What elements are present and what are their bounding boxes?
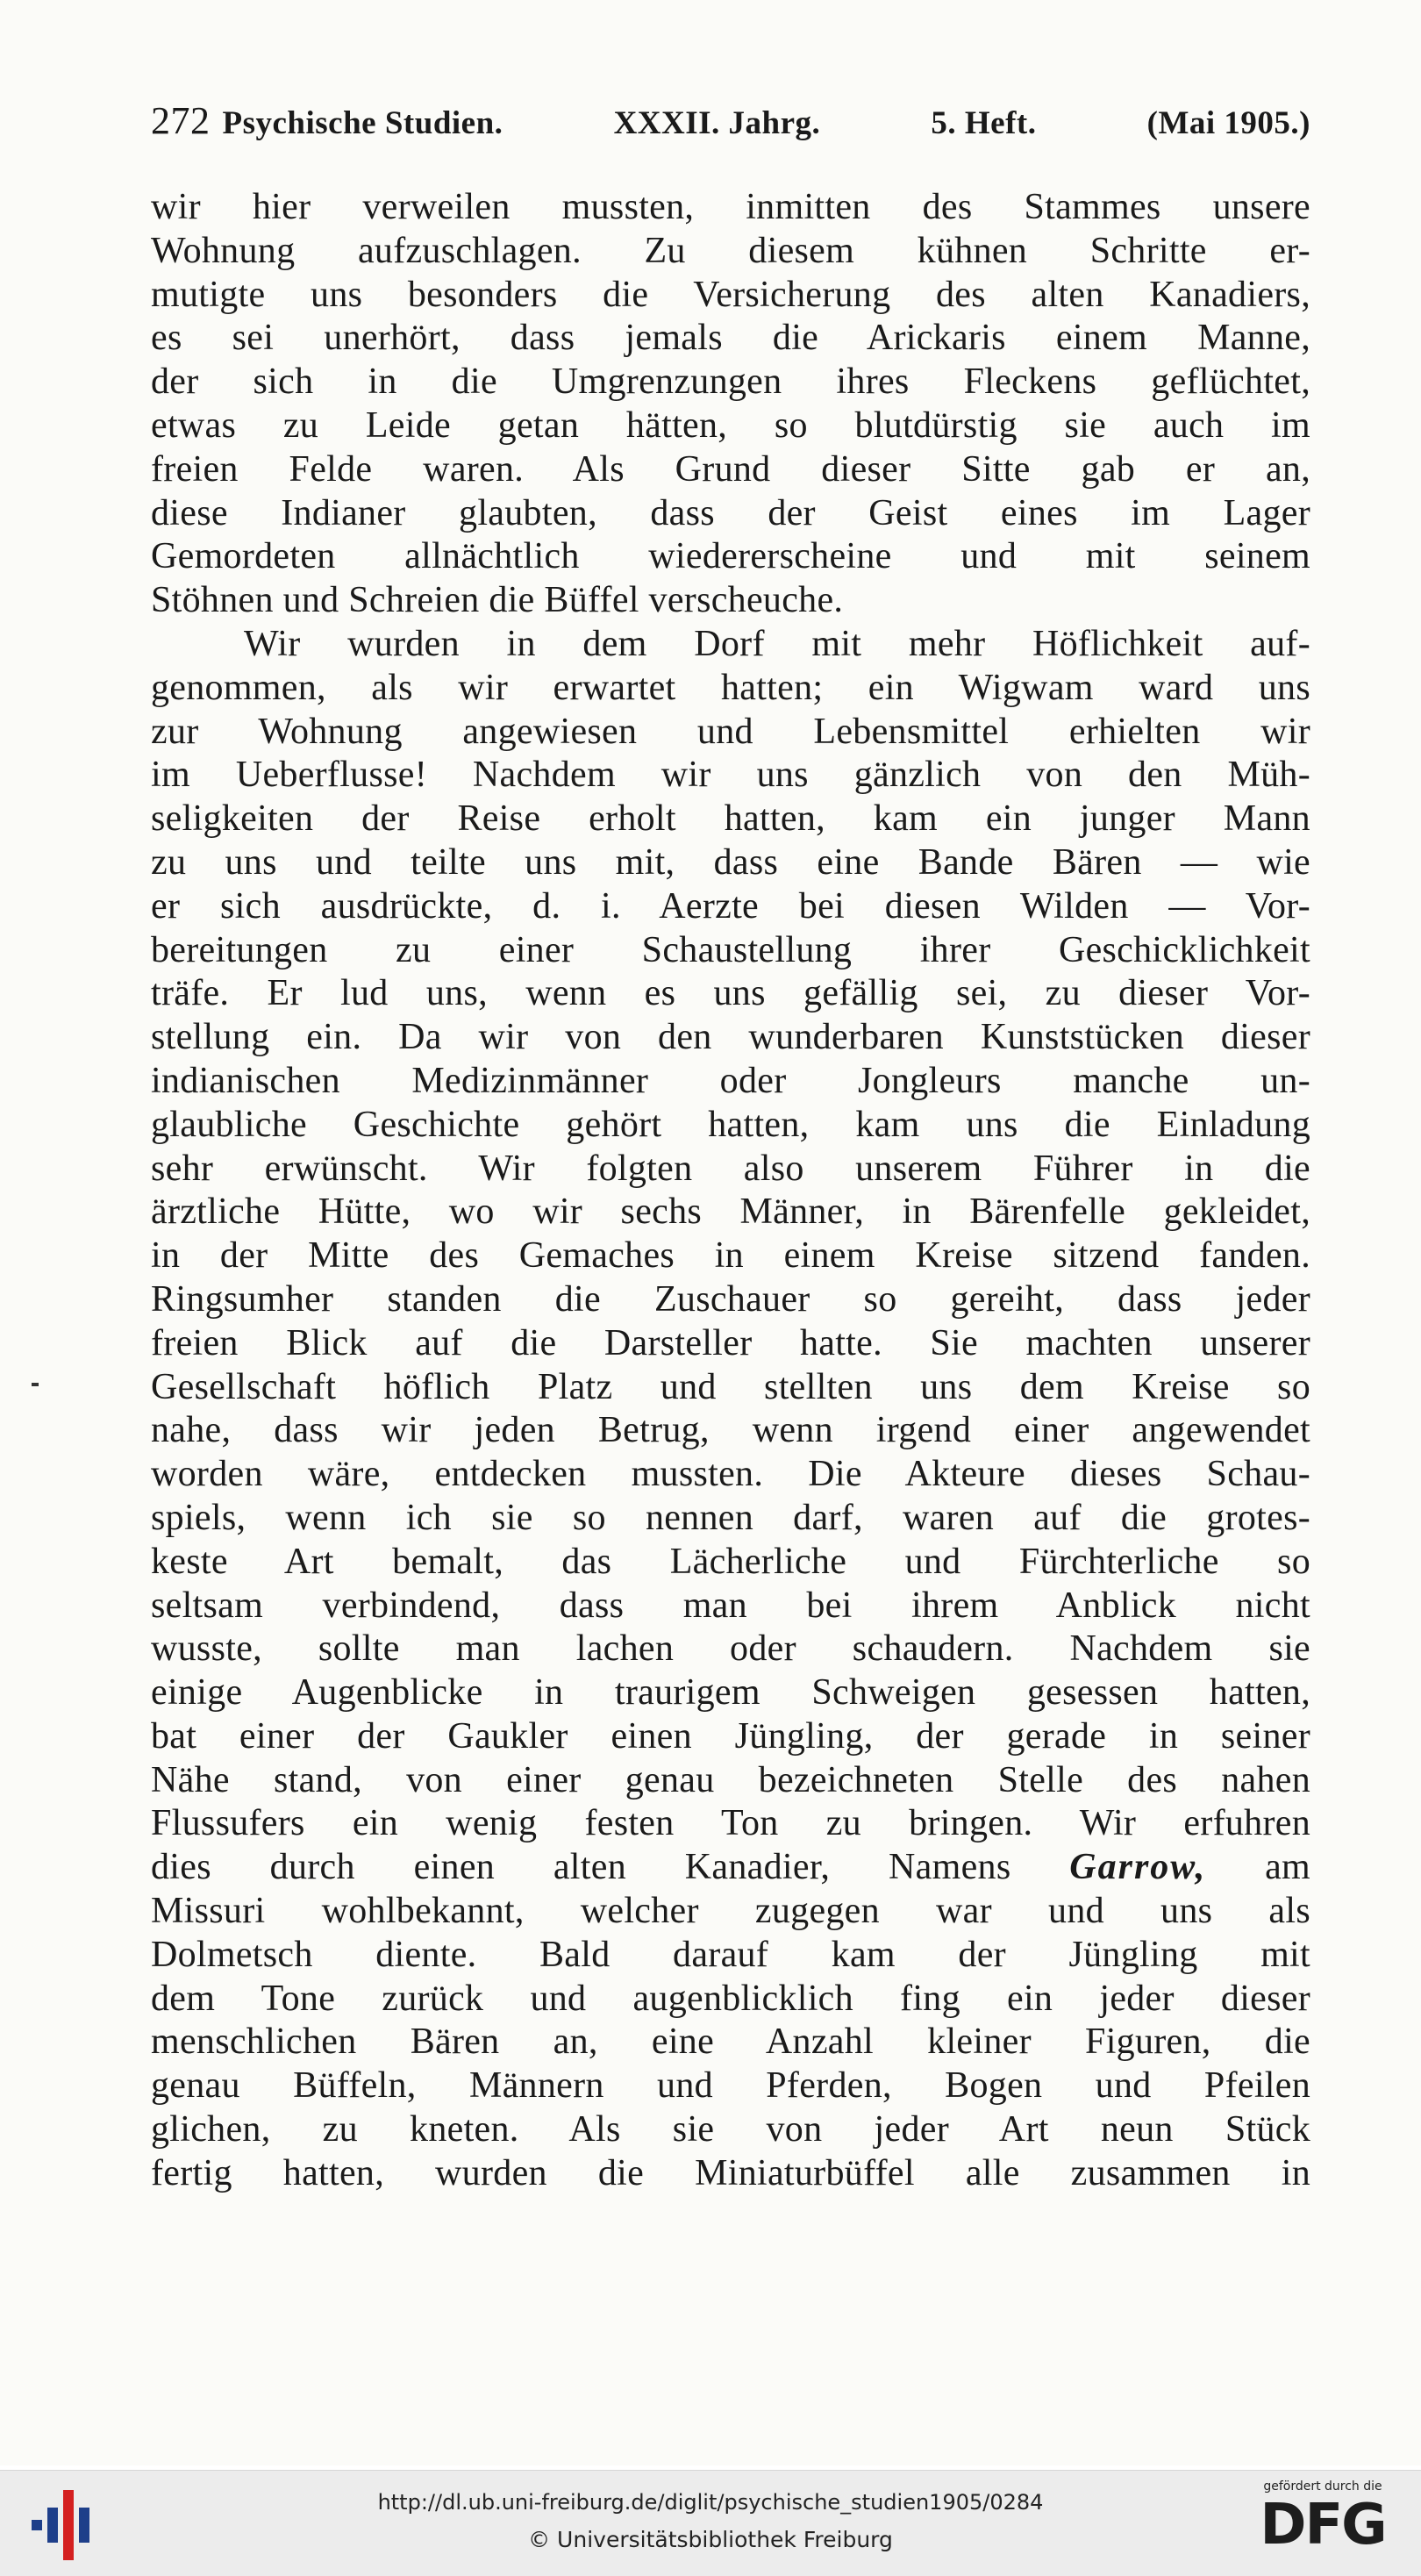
text-line-content: Wohnung aufzuschlagen. Zu diesem kühnen Schritte er- <box>151 230 1310 271</box>
text-line <box>151 404 1310 448</box>
text-line <box>151 1802 1310 1846</box>
text-line <box>151 1671 1310 1715</box>
text-line <box>151 1016 1310 1060</box>
text-line-content: der sich in die Umgrenzungen ihres Fleckens geflüchtet, <box>151 361 1310 403</box>
text-line-content: Stöhnen und Schreien die Büffel verscheuche. <box>151 580 844 621</box>
text-line <box>151 492 1310 536</box>
text-line-content: sehr erwünscht. Wir folgten also unserem Führer in die <box>151 1148 1310 1189</box>
text-line-content: es sei unerhört, dass jemals die Arickaris einem Manne, <box>151 318 1310 359</box>
text-line-content: stellung ein. Da wir von den wunderbaren Kunststücken dieser <box>151 1017 1310 1058</box>
text-line <box>151 1497 1310 1541</box>
text-line-content: mutigte uns besonders die Versicherung des alten Kanadiers, <box>151 274 1310 315</box>
text-line-content: glaubliche Geschichte gehört hatten, kam uns die Einladung <box>151 1104 1310 1145</box>
source-url[interactable]: http://dl.ub.uni-freiburg.de/diglit/psychische_studien1905/0284 <box>377 2490 1044 2515</box>
copyright: © Universitätsbibliothek Freiburg <box>528 2527 893 2552</box>
text-line-content: Dolmetsch diente. Bald darauf kam der Jüngling mit <box>151 1934 1310 1975</box>
text-line <box>151 1104 1310 1148</box>
text-line-content: Flussufers ein wenig festen Ton zu bringen. Wir erfuhren <box>151 1803 1310 1844</box>
text-line <box>151 929 1310 973</box>
spaced-name: Garrow, <box>1069 1847 1207 1888</box>
dfg-logo-text: DFG <box>1260 2493 1386 2558</box>
text-line-content: wusste, sollte man lachen oder schaudern. Nachdem sie <box>151 1628 1310 1670</box>
volume: XXXII. Jahrg. <box>613 105 821 141</box>
text-line <box>151 1409 1310 1453</box>
text-line <box>151 1278 1310 1322</box>
issue: 5. Heft. <box>931 105 1037 141</box>
text-line <box>151 972 1310 1016</box>
text-line <box>151 841 1310 885</box>
text-line <box>151 2064 1310 2108</box>
text-line-content: zu uns und teilte uns mit, dass eine Bande Bären — wie <box>151 841 1310 883</box>
text-line-content: träfe. Er lud uns, wenn es uns gefällig sei, zu dieser Vor- <box>151 973 1310 1014</box>
text-line-content: indianischen Medizinmänner oder Jongleurs manche un- <box>151 1060 1310 1101</box>
text-line <box>151 186 1310 230</box>
text-line-content: keste Art bemalt, das Lächerliche und Fürchterliche so <box>151 1541 1310 1582</box>
text-line <box>151 2152 1310 2196</box>
dfg-logo[interactable] <box>1244 2479 1402 2557</box>
text-line <box>151 1234 1310 1278</box>
text-line <box>151 361 1310 404</box>
margin-mark <box>32 1383 39 1386</box>
dfg-funded-by: gefördert durch die <box>1263 2479 1382 2494</box>
text-line-content: bereitungen zu einer Schaustellung ihrer Geschicklichkeit <box>151 929 1310 970</box>
text-line <box>151 1453 1310 1497</box>
issue-date: (Mai 1905.) <box>1146 105 1310 141</box>
text-line <box>151 448 1310 492</box>
text-line <box>151 1060 1310 1104</box>
text-line <box>151 667 1310 711</box>
text-line <box>151 1366 1310 1410</box>
text-line-content: in der Mitte des Gemaches in einem Kreise sitzend fanden. <box>151 1235 1310 1277</box>
text-line <box>151 1846 1310 1890</box>
text-line-content: freien Blick auf die Darsteller hatte. Sie machten unserer <box>151 1322 1310 1363</box>
text-line <box>151 1934 1310 1978</box>
text-line-content: spiels, wenn ich sie so nennen darf, waren auf die grotes- <box>151 1497 1310 1538</box>
text-line-content: fertig hatten, wurden die Miniaturbüffel alle zusammen in <box>151 2152 1310 2193</box>
text-line-content: im Ueberflusse! Nachdem wir uns gänzlich von den Müh- <box>151 755 1310 796</box>
text-line-content: seligkeiten der Reise erholt hatten, kam ein junger Mann <box>151 798 1310 840</box>
text-line <box>151 1890 1310 1934</box>
text-line-content: glichen, zu kneten. Als sie von jeder Art neun Stück <box>151 2109 1310 2150</box>
text-line-content: er sich ausdrückte, d. i. Aerzte bei diesen Wilden — Vor- <box>151 885 1310 927</box>
text-line-content: nahe, dass wir jeden Betrug, wenn irgend einer angewendet <box>151 1410 1310 1451</box>
text-line <box>151 317 1310 361</box>
text-line-content: menschlichen Bären an, eine Anzahl kleiner Figuren, die <box>151 2021 1310 2063</box>
text-line-content: dies durch einen alten Kanadier, Namens <box>151 1847 1070 1888</box>
text-line <box>151 885 1310 929</box>
header-left <box>151 98 503 143</box>
text-line <box>151 2108 1310 2152</box>
text-line-content: Gesellschaft höflich Platz und stellten uns dem Kreise so <box>151 1366 1310 1407</box>
text-line <box>151 798 1310 841</box>
text-line <box>151 623 1310 667</box>
text-line-content: worden wäre, entdecken mussten. Die Akteure dieses Schau- <box>151 1454 1310 1495</box>
text-line-content: freien Felde waren. Als Grund dieser Sitte gab er an, <box>151 448 1310 490</box>
text-line <box>151 1715 1310 1759</box>
text-line <box>151 230 1310 274</box>
text-line <box>151 2021 1310 2064</box>
text-line <box>151 1148 1310 1191</box>
text-line <box>151 1322 1310 1366</box>
text-line-content: einige Augenblicke in traurigem Schweigen gesessen hatten, <box>151 1672 1310 1714</box>
text-line <box>151 1585 1310 1628</box>
viewer-footer <box>0 2470 1421 2576</box>
text-line-content: am <box>1206 1847 1310 1888</box>
running-header <box>151 98 1310 143</box>
text-line-content: Ringsumher standen die Zuschauer so gereiht, dass jeder <box>151 1278 1310 1320</box>
text-line <box>151 1191 1310 1234</box>
text-line-content: dem Tone zurück und augenblicklich fing ein jeder dieser <box>151 1978 1310 2019</box>
text-line <box>151 579 1310 623</box>
text-line <box>151 274 1310 318</box>
text-line-content: genau Büffeln, Männern und Pferden, Bogen und Pfeilen <box>151 2065 1310 2107</box>
text-line-content: genommen, als wir erwartet hatten; ein Wigwam ward uns <box>151 667 1310 708</box>
text-line-content: wir hier verweilen mussten, inmitten des Stammes unsere <box>151 187 1310 227</box>
text-line-content: Gemordeten allnächtlich wiedererscheine und mit seinem <box>151 536 1310 577</box>
text-line-content: diese Indianer glaubten, dass der Geist eines im Lager <box>151 492 1310 533</box>
text-line-content: bat einer der Gaukler einen Jüngling, der gerade in seiner <box>151 1715 1310 1757</box>
journal-title: Psychische Studien. <box>222 105 503 141</box>
text-line <box>151 711 1310 755</box>
text-line-content: Missuri wohlbekannt, welcher zugegen war und uns als <box>151 1891 1310 1932</box>
text-line-content: Nähe stand, von einer genau bezeichneten Stelle des nahen <box>151 1759 1310 1800</box>
page-number: 272 <box>151 99 211 142</box>
text-line <box>151 1759 1310 1803</box>
text-line-content: zur Wohnung angewiesen und Lebensmittel erhielten wir <box>151 711 1310 752</box>
text-line <box>151 754 1310 798</box>
text-line <box>151 535 1310 579</box>
text-line <box>151 1628 1310 1671</box>
text-line-content: seltsam verbindend, dass man bei ihrem Anblick nicht <box>151 1585 1310 1626</box>
body-text <box>151 186 1310 2196</box>
text-line <box>151 1541 1310 1585</box>
text-line-content: etwas zu Leide getan hätten, so blutdürstig sie auch im <box>151 404 1310 446</box>
text-line-content: ärztliche Hütte, wo wir sechs Männer, in Bärenfelle gekleidet, <box>151 1191 1310 1233</box>
text-line-content: Wir wurden in dem Dorf mit mehr Höflichkeit auf- <box>244 623 1310 664</box>
text-line <box>151 1978 1310 2021</box>
